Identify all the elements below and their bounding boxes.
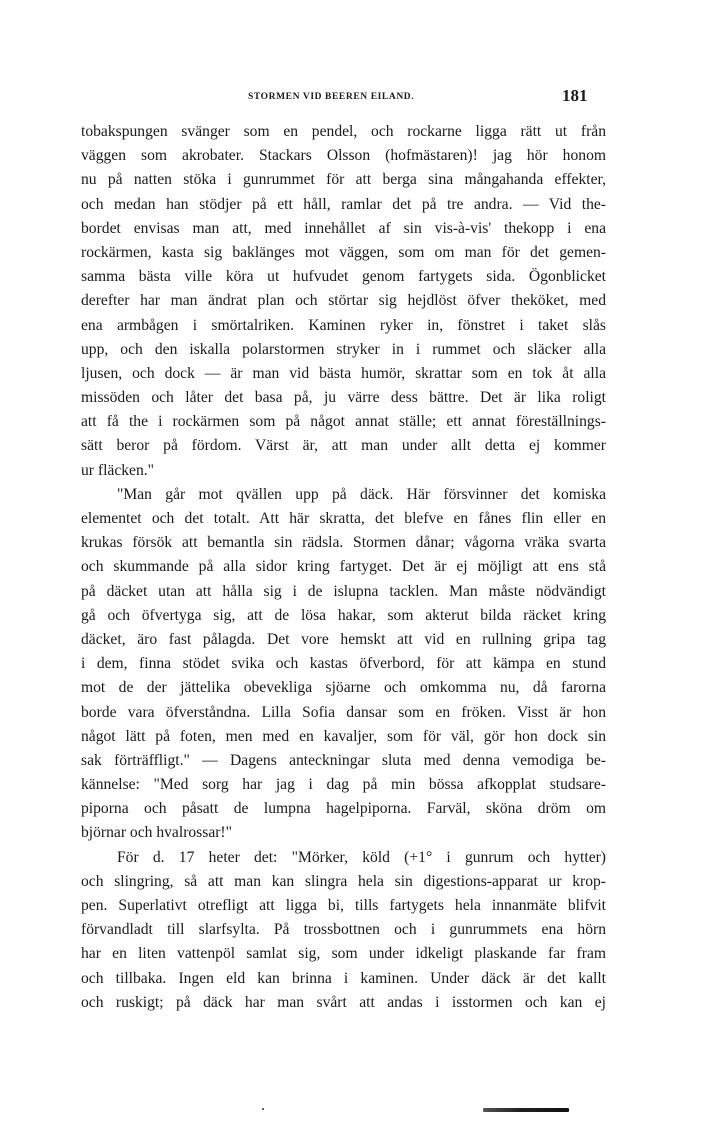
text-line: och medan han stödjer på ett håll, ramlar det på tre andra. — Vid the- (81, 195, 606, 213)
text-line: För d. 17 heter det: "Mörker, köld (+1° i gunrum och hytter) (117, 848, 606, 866)
text-line: krukas försök att bemantla sin rädsla. Stormen dånar; vågorna vräka svarta (81, 534, 606, 552)
text-line: i dem, finna stödet svika och kastas öfverbord, för att kämpa en stund (81, 655, 606, 673)
text-line: elementet och det totalt. Att här skratta, det blefve en fånes flin eller en (81, 510, 606, 527)
page-header (0, 86, 704, 108)
text-line: nu på natten stöka i gunrummet för att berga sina mångahanda effekter, (81, 171, 606, 189)
text-line: pen. Superlativt otrefligt att ligga bi, tills fartygets hela innanmäte blifvit (81, 897, 606, 914)
text-line: har en liten vattenpöl samlat sig, som under idkeligt plaskande far fram (81, 945, 606, 963)
text-line: sätt beror på fördom. Värst är, att man under allt detta ej kommer (81, 437, 606, 455)
text-line: att få the i rockärmen som på något annat ställe; ett annat föreställnings- (81, 413, 606, 431)
text-line: "Man går mot qvällen upp på däck. Här försvinner det komiska (117, 485, 606, 503)
text-line: ena armbågen i smörtalriken. Kaminen ryker in, fönstret i taket slås (81, 316, 606, 334)
text-line: björnar och hvalrossar!" (81, 824, 232, 842)
running-title: STORMEN VID BEEREN EILAND. (248, 92, 415, 102)
text-line: ljusen, och dock — är man vid bästa humör, skrattar som en tok åt alla (81, 364, 606, 382)
text-line: sak förträffligt." — Dagens anteckningar sluta med denna vemodiga be- (81, 751, 606, 769)
text-line: och skummande på alla sidor kring fartyget. Det är ej möjligt att ens stå (81, 558, 606, 576)
text-line: borde vara öfverståndna. Lilla Sofia dansar som en fröken. Visst är hon (81, 703, 606, 721)
text-line: kännelse: "Med sorg har jag i dag på min bössa afkopplat studsare- (81, 776, 606, 794)
text-line: tobakspungen svänger som en pendel, och rockarne ligga rätt ut från (81, 123, 606, 140)
text-line: piporna och påsatt de lumpna hagelpiporna. Farväl, sköna dröm om (81, 800, 606, 818)
text-line: samma bästa ville köra ut hufvudet genom fartygets sida. Ögonblicket (81, 268, 606, 286)
text-line: något lätt på foten, men med en kavaljer, som för väl, gör hon dock sin (81, 727, 606, 745)
text-line: väggen som akrobater. Stackars Olsson (hofmästaren)! jag hör honom (81, 147, 606, 165)
body-text (81, 120, 606, 1015)
print-speck (262, 1108, 264, 1110)
text-line: och ruskigt; på däck har man svårt att andas i isstormen och kan ej (81, 993, 606, 1011)
text-line: på däcket utan att hålla sig i de islupna tacklen. Man måste nödvändigt (81, 582, 606, 600)
page-number: 181 (562, 86, 588, 105)
text-line: missöden och låter det basa på, ju värre dess bättre. Det är lika roligt (81, 389, 606, 407)
text-line: och slingring, så att man kan slingra hela sin digestions-apparat ur krop- (81, 872, 606, 890)
text-line: ur fläcken." (81, 461, 155, 479)
text-line: upp, och den iskalla polarstormen stryker in i rummet och släcker alla (81, 340, 606, 358)
text-line: gå och öfvertyga sig, att de lösa hakar, som akterut bilda räcket kring (81, 606, 606, 624)
print-mark (483, 1108, 569, 1112)
text-line: rockärmen, kasta sig baklänges mot väggen, som om man för det gemen- (81, 243, 606, 261)
text-line: däcket, äro fast pålagda. Det vore hemskt att vid en rullning gripa tag (81, 630, 606, 648)
text-line: och tillbaka. Ingen eld kan brinna i kaminen. Under däck är det kallt (81, 969, 606, 987)
text-line: förvandladt till slarfsylta. På trossbottnen och i gunrummets ena hörn (81, 921, 606, 939)
text-line: mot de der jättelika obevekliga sjöarne och omkomma nu, då farorna (81, 679, 606, 697)
text-line: derefter har man ändrat plan och störtar sig hejdlöst öfver theköket, med (81, 292, 606, 310)
text-line: bordet envisas man att, med innehållet af sin vis-à-vis' thekopp i ena (81, 219, 606, 237)
